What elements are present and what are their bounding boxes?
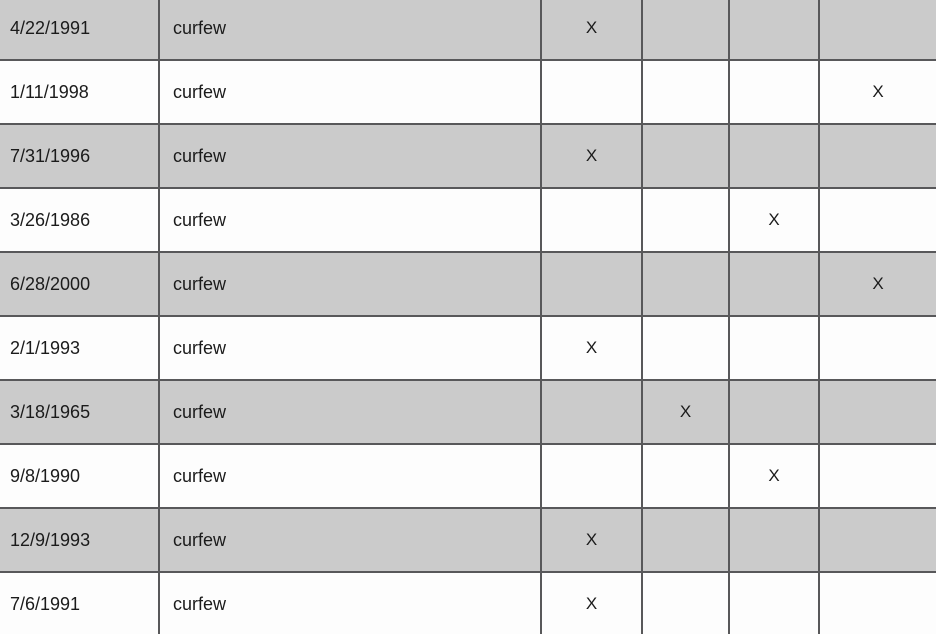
mark-cell-4 — [820, 125, 936, 187]
mark-cell-1 — [542, 253, 643, 315]
mark-cell-3 — [730, 573, 820, 634]
table-row — [0, 125, 936, 189]
mark-cell-4: X — [872, 274, 884, 293]
mark-cell-3: X — [730, 445, 820, 507]
date-cell: 7/31/1996 — [0, 125, 160, 187]
mark-cell-2 — [643, 509, 730, 571]
event-cell: curfew — [160, 317, 542, 379]
date-cell: 3/18/1965 — [0, 381, 160, 443]
table-row — [0, 509, 936, 573]
table-row — [0, 61, 936, 125]
date-cell: 2/1/1993 — [0, 317, 160, 379]
mark-cell-3 — [730, 0, 820, 59]
table-row — [0, 381, 936, 445]
mark-cell-3 — [730, 317, 820, 379]
mark-cell-1: X — [542, 0, 643, 59]
mark-cell-3: X — [730, 189, 820, 251]
mark-cell-4 — [820, 509, 936, 571]
mark-cell-3 — [730, 61, 820, 123]
mark-cell-2 — [643, 189, 730, 251]
date-cell: 12/9/1993 — [0, 509, 160, 571]
mark-cell-4 — [820, 445, 936, 507]
event-cell: curfew — [160, 381, 542, 443]
mark-cell-1: X — [542, 317, 643, 379]
mark-cell-2 — [643, 253, 730, 315]
mark-cell-1 — [542, 381, 643, 443]
date-cell: 6/28/2000 — [0, 253, 160, 315]
event-cell: curfew — [160, 125, 542, 187]
mark-cell-4 — [820, 0, 936, 59]
event-cell: curfew — [160, 189, 542, 251]
date-cell: 9/8/1990 — [0, 445, 160, 507]
table-row — [0, 317, 936, 381]
table-row — [0, 0, 936, 61]
mark-cell-3 — [730, 125, 820, 187]
event-cell: curfew — [160, 509, 542, 571]
mark-cell-3 — [730, 509, 820, 571]
event-cell: curfew — [160, 573, 542, 634]
mark-cell-1 — [542, 189, 643, 251]
mark-cell-4 — [820, 573, 936, 634]
event-cell: curfew — [160, 445, 542, 507]
date-cell: 7/6/1991 — [0, 573, 160, 634]
mark-cell-2 — [643, 125, 730, 187]
event-cell: curfew — [160, 253, 542, 315]
mark-cell-1 — [542, 445, 643, 507]
mark-cell-2: X — [643, 381, 730, 443]
mark-cell-1: X — [542, 125, 643, 187]
mark-cell-3 — [730, 253, 820, 315]
mark-cell-2 — [643, 317, 730, 379]
mark-cell-2 — [643, 573, 730, 634]
mark-cell-2 — [643, 61, 730, 123]
mark-cell-1 — [542, 61, 643, 123]
date-cell: 4/22/1991 — [0, 0, 160, 59]
mark-cell-2 — [643, 445, 730, 507]
mark-cell-4: X — [872, 82, 884, 101]
event-cell: curfew — [160, 0, 542, 59]
table-row — [0, 573, 936, 634]
table-row — [0, 253, 936, 317]
date-cell: 3/26/1986 — [0, 189, 160, 251]
event-cell: curfew — [160, 61, 542, 123]
mark-cell-3 — [730, 381, 820, 443]
table-row — [0, 189, 936, 253]
mark-cell-4 — [820, 189, 936, 251]
mark-cell-1: X — [542, 573, 643, 634]
table-row — [0, 445, 936, 509]
mark-cell-2 — [643, 0, 730, 59]
mark-cell-4 — [820, 317, 936, 379]
date-cell: 1/11/1998 — [0, 61, 160, 123]
mark-cell-4 — [820, 381, 936, 443]
mark-cell-1: X — [542, 509, 643, 571]
